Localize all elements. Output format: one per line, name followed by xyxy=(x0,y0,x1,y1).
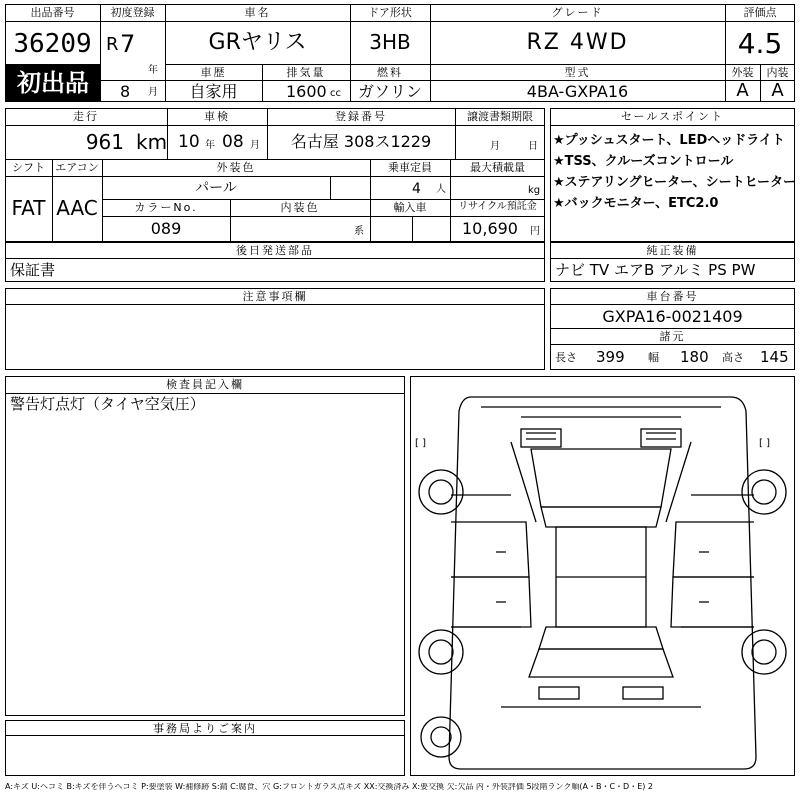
grade: RZ 4WD xyxy=(526,30,629,55)
chassis-label: 車台番号 xyxy=(646,290,699,303)
reg-no-label: 登録番号 xyxy=(335,110,387,123)
history: 自家用 xyxy=(189,82,238,101)
displacement-unit: cc xyxy=(330,88,341,99)
length: 399 xyxy=(596,348,625,366)
notes-label: 注意事項欄 xyxy=(242,290,308,303)
equipment-value: ナビ TV エアB アルミ PS PW xyxy=(555,261,756,279)
recycle: 10,690 xyxy=(462,219,518,238)
length-label: 長さ xyxy=(555,351,577,364)
sales-point-item: ★プッシュスタート、LEDヘッドライト xyxy=(553,133,785,148)
sales-point-item: ★TSS、クルーズコントロール xyxy=(553,154,734,169)
mileage: 961 xyxy=(85,130,124,154)
era: R xyxy=(106,34,119,55)
color-no: 089 xyxy=(150,219,182,238)
equipment-label: 純正装備 xyxy=(646,244,699,257)
insp-year-unit: 年 xyxy=(205,140,215,151)
width: 180 xyxy=(680,348,709,366)
fuel-label: 燃料 xyxy=(377,66,403,79)
ac-label: エアコン xyxy=(55,161,99,174)
door-label: ドア形状 xyxy=(368,6,412,19)
capacity-unit: 人 xyxy=(436,184,446,195)
model: 4BA-GXPA16 xyxy=(526,82,629,101)
recycle-unit: 円 xyxy=(530,226,540,237)
ext-color-label: 外装色 xyxy=(216,161,256,174)
interior-grade: A xyxy=(771,80,784,101)
inspector-label: 検査員記入欄 xyxy=(166,378,244,391)
shift-label: シフト xyxy=(12,161,45,174)
height-label: 高さ xyxy=(722,351,744,364)
later-parts-label: 後日発送部品 xyxy=(236,244,314,257)
displacement: 1600 xyxy=(286,82,327,101)
auction-no-label: 出品番号 xyxy=(30,6,75,19)
reg-no: 名古屋 308ス1229 xyxy=(290,132,432,151)
ext-color: パール xyxy=(195,180,237,196)
car-outline-diagram xyxy=(411,377,794,775)
transfer-day-unit: 日 xyxy=(528,141,538,152)
inspection-label: 車検 xyxy=(204,110,230,123)
inspector-block xyxy=(5,376,405,716)
height: 145 xyxy=(760,348,789,366)
int-color-unit: 系 xyxy=(354,226,364,237)
car-diagram xyxy=(410,376,795,776)
load-label: 最大積載量 xyxy=(470,161,525,174)
mileage-unit: km xyxy=(136,130,168,154)
ac: AAC xyxy=(56,196,98,220)
capacity: 4 xyxy=(412,181,421,197)
grade-label: グレード xyxy=(551,6,604,19)
mileage-label: 走行 xyxy=(73,110,99,123)
width-label: 幅 xyxy=(648,351,659,364)
exterior-label: 外装 xyxy=(731,66,754,79)
sales-points-list xyxy=(553,130,797,214)
diagram-bracket-left: [ ] xyxy=(415,438,426,449)
auction-no: 36209 xyxy=(13,29,92,59)
capacity-label: 乗車定員 xyxy=(388,161,432,174)
reg-month: 8 xyxy=(120,82,131,101)
first-reg-label: 初度登録 xyxy=(110,6,155,19)
import-label: 輸入車 xyxy=(393,201,427,214)
office-label: 事務局よりご案内 xyxy=(153,722,257,735)
sales-point-item: ★バックモニター、ETC2.0 xyxy=(553,196,719,211)
sales-points-label: セールスポイント xyxy=(620,110,724,123)
door-type: 3HB xyxy=(369,30,411,54)
transfer-label: 譲渡書類期限 xyxy=(467,110,533,123)
history-label: 車歴 xyxy=(200,66,227,79)
inspector-note: 警告灯点灯（タイヤ空気圧） xyxy=(10,395,205,413)
car-name-label: 車名 xyxy=(244,6,271,19)
later-parts-value: 保証書 xyxy=(10,261,56,279)
displacement-label: 排気量 xyxy=(286,66,326,79)
damage-legend: A:キズ U:ヘコミ B:キズを伴うヘコミ P:要塗装 W:補修跡 S:錆 C:腐食、穴 G:フロントガラス点キズ XX:交換済み X:要交換 欠:欠品 内・外装評価 5段階ランク順(A・B・C・D・E) 2 xyxy=(5,783,654,791)
dims-label: 諸元 xyxy=(659,330,686,343)
recycle-label: リサイクル預託金 xyxy=(458,201,537,212)
insp-year: 10 xyxy=(178,132,200,152)
first-listing-badge: 初出品 xyxy=(6,65,100,101)
shift: FAT xyxy=(11,196,46,220)
chassis-number: GXPA16-0021409 xyxy=(602,307,743,326)
insp-month-unit: 月 xyxy=(250,140,260,151)
diagram-bracket-right: [ ] xyxy=(759,438,770,449)
load-unit: kg xyxy=(528,185,541,196)
transfer-month-unit: 月 xyxy=(490,141,500,152)
interior-label: 内装 xyxy=(766,66,789,79)
fuel: ガソリン xyxy=(357,82,422,101)
int-color-label: 内装色 xyxy=(280,201,320,214)
insp-month: 08 xyxy=(222,132,244,152)
score-label: 評価点 xyxy=(743,6,777,19)
month-unit: 月 xyxy=(148,87,158,98)
exterior-grade: A xyxy=(736,80,749,101)
score: 4.5 xyxy=(737,27,783,60)
reg-year: 7 xyxy=(120,30,136,58)
car-name: GRヤリス xyxy=(208,30,307,55)
year-unit: 年 xyxy=(148,65,158,76)
model-label: 型式 xyxy=(564,66,591,79)
color-no-label: カラーNo. xyxy=(134,201,198,214)
sales-point-item: ★ステアリングヒーター、シートヒーター xyxy=(553,175,797,190)
